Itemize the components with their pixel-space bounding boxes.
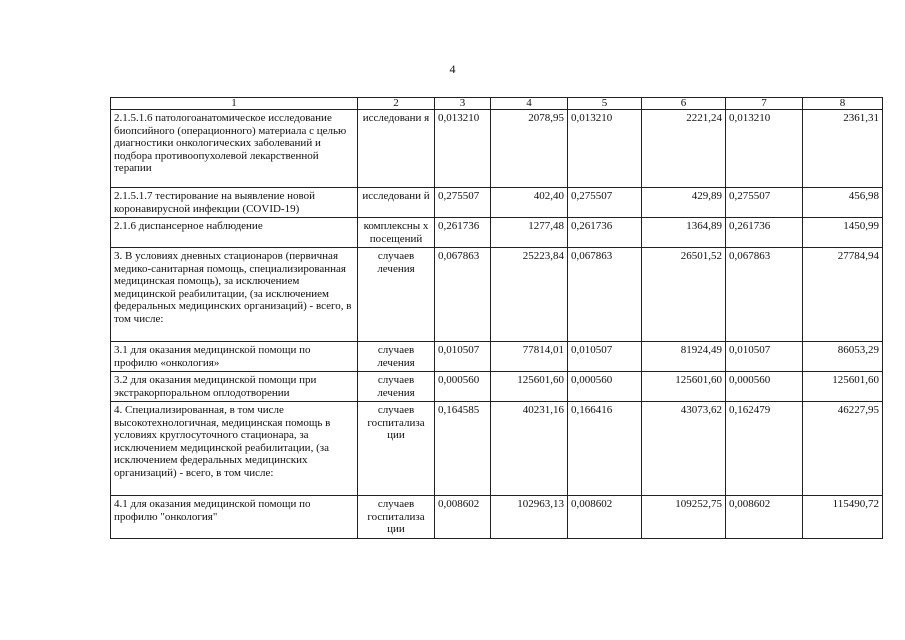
row-label: 2.1.5.1.7 тестирование на выявление новой коронавирусной инфекции (COVID-19) xyxy=(111,188,358,218)
table-row xyxy=(111,218,883,248)
table-row xyxy=(111,402,883,496)
unit-cell: исследовани я xyxy=(358,110,435,188)
value-cell: 0,261736 xyxy=(726,218,803,248)
data-table xyxy=(110,97,883,539)
value-cell: 0,261736 xyxy=(435,218,491,248)
value-cell: 43073,62 xyxy=(642,402,726,496)
row-label: 3.2 для оказания медицинской помощи при экстракорпоральном оплодотворении xyxy=(111,372,358,402)
value-cell: 86053,29 xyxy=(803,342,883,372)
value-cell: 1364,89 xyxy=(642,218,726,248)
column-header: 6 xyxy=(642,98,726,110)
table-row xyxy=(111,372,883,402)
column-header: 3 xyxy=(435,98,491,110)
value-cell: 2221,24 xyxy=(642,110,726,188)
value-cell: 0,000560 xyxy=(568,372,642,402)
row-label: 4.1 для оказания медицинской помощи по профилю "онкология" xyxy=(111,496,358,539)
value-cell: 0,067863 xyxy=(435,248,491,342)
page-number: 4 xyxy=(449,62,456,76)
value-cell: 0,166416 xyxy=(568,402,642,496)
value-cell: 0,008602 xyxy=(435,496,491,539)
value-cell: 0,010507 xyxy=(726,342,803,372)
value-cell: 1450,99 xyxy=(803,218,883,248)
value-cell: 0,164585 xyxy=(435,402,491,496)
value-cell: 125601,60 xyxy=(642,372,726,402)
value-cell: 125601,60 xyxy=(491,372,568,402)
column-header: 4 xyxy=(491,98,568,110)
value-cell: 402,40 xyxy=(491,188,568,218)
column-header: 8 xyxy=(803,98,883,110)
value-cell: 125601,60 xyxy=(803,372,883,402)
row-label: 3. В условиях дневных стационаров (первичная медико-санитарная помощь, специализированная медицинская помощь), за исключением медицинской реабилитации, (за исключением федеральных медицинских организаций) - всего, в том числе: xyxy=(111,248,358,342)
value-cell: 0,000560 xyxy=(726,372,803,402)
value-cell: 0,067863 xyxy=(726,248,803,342)
table-row xyxy=(111,342,883,372)
value-cell: 2078,95 xyxy=(491,110,568,188)
value-cell: 27784,94 xyxy=(803,248,883,342)
unit-cell: комплексны х посещений xyxy=(358,218,435,248)
value-cell: 0,008602 xyxy=(568,496,642,539)
row-label: 4. Специализированная, в том числе высокотехнологичная, медицинская помощь в условиях круглосуточного стационара, за исключением медицинской реабилитации, (за исключением федеральных медицинских организаций) - всего, в том числе: xyxy=(111,402,358,496)
unit-cell: случаев госпитализа ции xyxy=(358,402,435,496)
column-header: 7 xyxy=(726,98,803,110)
unit-cell: исследовани й xyxy=(358,188,435,218)
value-cell: 0,010507 xyxy=(568,342,642,372)
value-cell: 25223,84 xyxy=(491,248,568,342)
value-cell: 115490,72 xyxy=(803,496,883,539)
value-cell: 1277,48 xyxy=(491,218,568,248)
value-cell: 0,275507 xyxy=(726,188,803,218)
value-cell: 0,067863 xyxy=(568,248,642,342)
value-cell: 109252,75 xyxy=(642,496,726,539)
column-header: 2 xyxy=(358,98,435,110)
value-cell: 46227,95 xyxy=(803,402,883,496)
table-row xyxy=(111,110,883,188)
unit-cell: случаев лечения xyxy=(358,342,435,372)
value-cell: 2361,31 xyxy=(803,110,883,188)
value-cell: 40231,16 xyxy=(491,402,568,496)
value-cell: 429,89 xyxy=(642,188,726,218)
row-label: 2.1.5.1.6 патологоанатомическое исследование биопсийного (операционного) материала с целью диагностики онкологических заболеваний и подбора противоопухолевой лекарственной терапии xyxy=(111,110,358,188)
value-cell: 102963,13 xyxy=(491,496,568,539)
value-cell: 0,000560 xyxy=(435,372,491,402)
value-cell: 0,275507 xyxy=(435,188,491,218)
unit-cell: случаев госпитализа ции xyxy=(358,496,435,539)
column-number-row xyxy=(111,98,883,110)
value-cell: 77814,01 xyxy=(491,342,568,372)
value-cell: 0,162479 xyxy=(726,402,803,496)
value-cell: 0,013210 xyxy=(435,110,491,188)
column-header: 5 xyxy=(568,98,642,110)
value-cell: 0,010507 xyxy=(435,342,491,372)
table-row xyxy=(111,248,883,342)
value-cell: 81924,49 xyxy=(642,342,726,372)
value-cell: 0,008602 xyxy=(726,496,803,539)
value-cell: 456,98 xyxy=(803,188,883,218)
table-row xyxy=(111,496,883,539)
row-label: 3.1 для оказания медицинской помощи по профилю «онкология» xyxy=(111,342,358,372)
row-label: 2.1.6 диспансерное наблюдение xyxy=(111,218,358,248)
unit-cell: случаев лечения xyxy=(358,372,435,402)
table-row xyxy=(111,188,883,218)
value-cell: 0,261736 xyxy=(568,218,642,248)
value-cell: 26501,52 xyxy=(642,248,726,342)
unit-cell: случаев лечения xyxy=(358,248,435,342)
value-cell: 0,013210 xyxy=(726,110,803,188)
column-header: 1 xyxy=(111,98,358,110)
value-cell: 0,013210 xyxy=(568,110,642,188)
value-cell: 0,275507 xyxy=(568,188,642,218)
